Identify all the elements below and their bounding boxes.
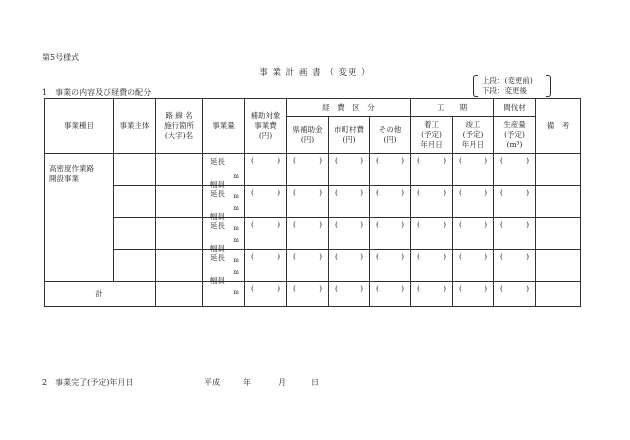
sonota-value-cell[interactable]: ( ) bbox=[370, 218, 411, 250]
shunko-value-cell[interactable]: ( ) bbox=[453, 218, 494, 250]
table-row bbox=[45, 186, 581, 218]
seisan-value-cell[interactable]: ( ) bbox=[494, 218, 536, 250]
shunko-value-cell[interactable]: ( ) bbox=[453, 186, 494, 218]
legend-upper: 上段：(変更前) bbox=[482, 76, 533, 85]
header-chakko: 着工 (予定) 年月日 bbox=[411, 117, 453, 154]
chakko-value-cell[interactable]: ( ) bbox=[411, 218, 453, 250]
completion-day: 日 bbox=[311, 378, 319, 387]
hojo-value-cell[interactable]: ( ) bbox=[245, 186, 287, 218]
total-row bbox=[45, 282, 581, 307]
shutai-cell[interactable] bbox=[114, 218, 156, 250]
header-jigyo-shutai: 事業主体 bbox=[114, 99, 156, 154]
kenhojo-value-cell[interactable]: ( ) bbox=[287, 218, 329, 250]
amount-cell[interactable]: 延長 m 幅員 m bbox=[203, 154, 245, 186]
total-kenhojo-cell[interactable]: ( ) bbox=[287, 282, 329, 307]
sonota-value-cell[interactable]: ( ) bbox=[370, 186, 411, 218]
form-number: 第5号様式 bbox=[42, 53, 80, 62]
hojo-value-cell[interactable]: ( ) bbox=[245, 154, 287, 186]
header-sonota: その他 (円) bbox=[370, 117, 411, 154]
total-shichoson-cell[interactable]: ( ) bbox=[329, 282, 370, 307]
shichoson-value-cell[interactable]: ( ) bbox=[329, 186, 370, 218]
section1-heading: 1 事業の内容及び経費の配分 bbox=[42, 88, 152, 97]
biko-cell[interactable] bbox=[536, 250, 581, 282]
seisan-value-cell[interactable]: ( ) bbox=[494, 186, 536, 218]
amount-cell[interactable]: 延長 m 幅員 m bbox=[203, 218, 245, 250]
header-shichoson: 市町村費 (円) bbox=[329, 117, 370, 154]
header-jigyo-shumoku: 事業種目 bbox=[45, 99, 114, 154]
header-keihi-kubun: 経 費 区 分 bbox=[287, 99, 411, 117]
chakko-value-cell[interactable]: ( ) bbox=[411, 186, 453, 218]
total-seisan-cell[interactable]: ( ) bbox=[494, 282, 536, 307]
document-title: 事 業 計 画 書 （ 変更 ） bbox=[259, 68, 371, 78]
completion-month: 月 bbox=[278, 378, 286, 387]
completion-era: 平成 bbox=[204, 378, 220, 387]
kenhojo-value-cell[interactable]: ( ) bbox=[287, 250, 329, 282]
biko-cell[interactable] bbox=[536, 186, 581, 218]
chakko-value-cell[interactable]: ( ) bbox=[411, 154, 453, 186]
shunko-value-cell[interactable]: ( ) bbox=[453, 250, 494, 282]
seisan-value-cell[interactable]: ( ) bbox=[494, 250, 536, 282]
header-hojo-taisho: 補助対象 事業費 (円) bbox=[245, 99, 287, 154]
rosen-cell[interactable] bbox=[156, 186, 203, 218]
chakko-value-cell[interactable]: ( ) bbox=[411, 250, 453, 282]
completion-year: 年 bbox=[243, 378, 251, 387]
shutai-cell[interactable] bbox=[114, 186, 156, 218]
seisan-value-cell[interactable]: ( ) bbox=[494, 154, 536, 186]
amount-cell[interactable]: 延長 m 幅員 m bbox=[203, 250, 245, 282]
table-row bbox=[45, 154, 581, 186]
total-shunko-cell[interactable]: ( ) bbox=[453, 282, 494, 307]
shichoson-value-cell[interactable]: ( ) bbox=[329, 218, 370, 250]
header-rosen: 路 線 名 施行箇所 (大字)名 bbox=[156, 99, 203, 154]
total-sonota-cell[interactable]: ( ) bbox=[370, 282, 411, 307]
table-row bbox=[45, 250, 581, 282]
header-shunko: 竣工 (予定) 年月日 bbox=[453, 117, 494, 154]
project-type-cell: 高密度作業路 開設事業 bbox=[45, 154, 114, 282]
legend-bracket-left bbox=[473, 75, 478, 97]
kenhojo-value-cell[interactable]: ( ) bbox=[287, 186, 329, 218]
section2-heading: 2 事業完了(予定)年月日 bbox=[42, 378, 134, 387]
rosen-cell[interactable] bbox=[156, 218, 203, 250]
legend-bracket-right bbox=[546, 75, 551, 97]
total-chakko-cell[interactable]: ( ) bbox=[411, 282, 453, 307]
sonota-value-cell[interactable]: ( ) bbox=[370, 154, 411, 186]
header-biko: 備 考 bbox=[536, 99, 581, 154]
project-plan-table bbox=[44, 98, 581, 307]
header-kaibatsu: 間伐材 bbox=[494, 99, 536, 117]
header-kouki: 工 期 bbox=[411, 99, 494, 117]
biko-cell[interactable] bbox=[536, 154, 581, 186]
header-kenhojo: 県補助金 (円) bbox=[287, 117, 329, 154]
hojo-value-cell[interactable]: ( ) bbox=[245, 250, 287, 282]
sonota-value-cell[interactable]: ( ) bbox=[370, 250, 411, 282]
rosen-cell[interactable] bbox=[156, 250, 203, 282]
shichoson-value-cell[interactable]: ( ) bbox=[329, 154, 370, 186]
total-label: 計 bbox=[45, 282, 156, 307]
amount-cell[interactable]: 延長 m 幅員 m bbox=[203, 186, 245, 218]
kenhojo-value-cell[interactable]: ( ) bbox=[287, 154, 329, 186]
biko-cell[interactable] bbox=[536, 218, 581, 250]
shunko-value-cell[interactable]: ( ) bbox=[453, 154, 494, 186]
total-hojo-cell[interactable]: ( ) bbox=[245, 282, 287, 307]
header-jigyoryo: 事業量 bbox=[203, 99, 245, 154]
revision-legend bbox=[473, 75, 551, 97]
legend-lower: 下段：変更後 bbox=[482, 86, 527, 95]
total-biko-cell[interactable] bbox=[536, 282, 581, 307]
header-seisan: 生産量 (予定) (m³) bbox=[494, 117, 536, 154]
total-rosen-cell[interactable] bbox=[156, 282, 203, 307]
shichoson-value-cell[interactable]: ( ) bbox=[329, 250, 370, 282]
hojo-value-cell[interactable]: ( ) bbox=[245, 218, 287, 250]
table-row bbox=[45, 218, 581, 250]
shutai-cell[interactable] bbox=[114, 250, 156, 282]
rosen-cell[interactable] bbox=[156, 154, 203, 186]
shutai-cell[interactable] bbox=[114, 154, 156, 186]
